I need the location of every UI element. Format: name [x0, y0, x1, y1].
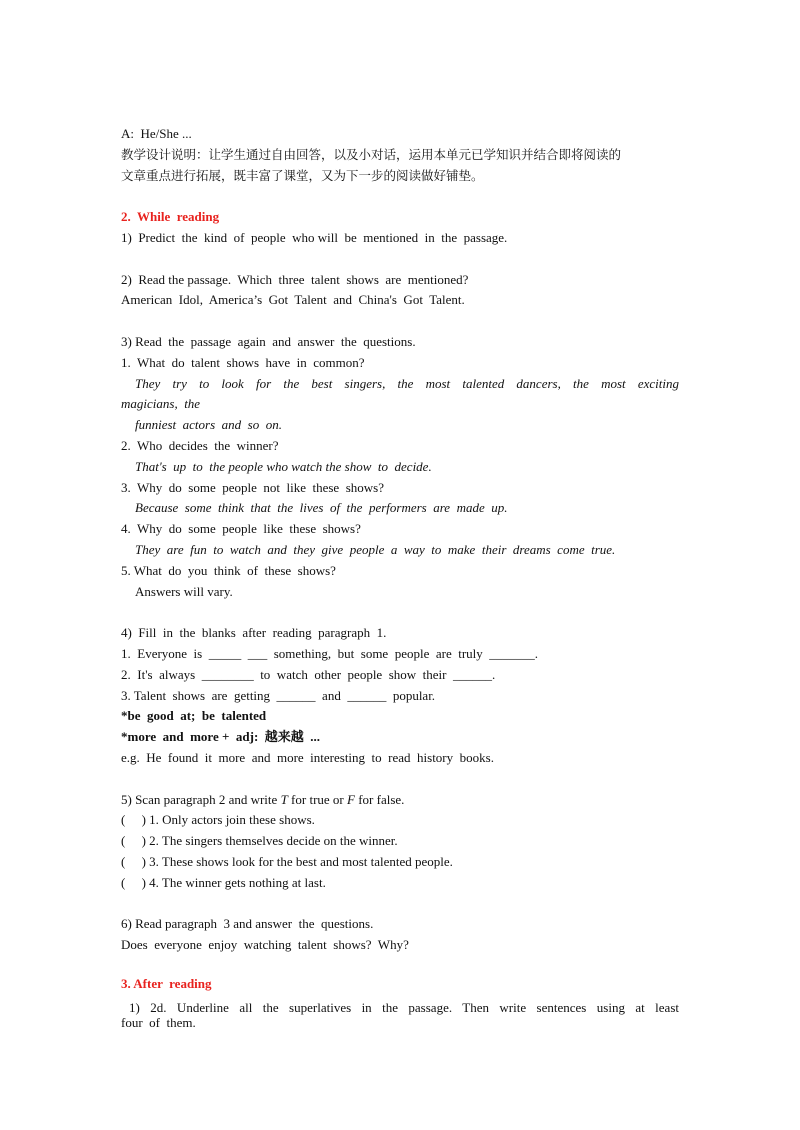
task-5-title-f: F	[347, 791, 355, 807]
task-4-title: 4) Fill in the blanks after reading paragraph 1.	[121, 625, 387, 641]
task-3-answer-1-line-1: They try to look for the best singers, the most talented dancers, the most exciting	[135, 375, 679, 391]
spacer	[121, 956, 679, 974]
document-page	[121, 124, 679, 1030]
task-5-item-1: ( ) 1. Only actors join these shows.	[121, 812, 315, 828]
task-4-note-1: *be good at; be talented	[121, 708, 267, 724]
task-5-item-3: ( ) 3. These shows look for the best and most talented people.	[121, 853, 453, 869]
task-5-item-2: ( ) 2. The singers themselves decide on the winner.	[121, 833, 398, 849]
task-4-blank-2: 2. It's always ________ to watch other people show their ______.	[121, 666, 496, 682]
task-3-question-1: 1. What do talent shows have in common?	[121, 354, 365, 370]
spacer	[121, 186, 679, 207]
task-2-question: 2) Read the passage. Which three talent shows are mentioned?	[121, 271, 469, 287]
task-4-example: e.g. He found it more and more interesting to read history books.	[121, 749, 494, 765]
task-3-question-4: 4. Why do some people like these shows?	[121, 521, 361, 537]
task-4-blank-3: 3. Talent shows are getting ______ and ______ popular.	[121, 687, 436, 703]
task-3-answer-2: That's up to the people who watch the show to decide.	[135, 458, 432, 474]
design-note-line-1: 教学设计说明：让学生通过自由回答，以及小对话，运用本单元已学知识并结合即将阅读的	[121, 146, 622, 162]
spacer	[121, 602, 679, 623]
after-reading-task-1-line-1: 1) 2d. Underline all the superlatives in the passage. Then write sentences using at least	[129, 999, 679, 1015]
task-5-title-post: for false.	[354, 791, 405, 807]
spacer	[121, 769, 679, 790]
task-3-answer-5: Answers will vary.	[135, 583, 233, 599]
task-5-title	[121, 790, 679, 811]
task-5-title-t: T	[280, 791, 288, 807]
task-5-item-4: ( ) 4. The winner gets nothing at last.	[121, 874, 326, 890]
task-2-answer: American Idol, America’s Got Talent and China's Got Talent.	[121, 292, 465, 308]
spacer	[121, 249, 679, 270]
task-6-title: 6) Read paragraph 3 and answer the questions.	[121, 916, 374, 932]
task-1-predict: 1) Predict the kind of people who will be mentioned in the passage.	[121, 229, 508, 245]
design-note-line-2: 文章重点进行拓展，既丰富了课堂，又为下一步的阅读做好铺垫。	[121, 167, 484, 183]
after-reading-task-1-line-2: four of them.	[121, 1014, 196, 1030]
task-6-question: Does everyone enjoy watching talent shows? Why?	[121, 937, 409, 953]
spacer	[121, 893, 679, 914]
section-heading-after-reading: 3. After reading	[121, 975, 212, 991]
task-5-title-pre: 5) Scan paragraph 2 and write	[121, 791, 281, 807]
section-heading-while-reading: 2. While reading	[121, 209, 220, 225]
task-5-title-mid: for true or	[287, 791, 347, 807]
task-3-answer-1-line-3: funniest actors and so on.	[135, 417, 282, 433]
task-4-note-2: *more and more + adj: 越来越 ...	[121, 729, 321, 745]
task-3-question-3: 3. Why do some people not like these shows?	[121, 479, 384, 495]
task-3-answer-4: They are fun to watch and they give people a way to make their dreams come true.	[135, 541, 616, 557]
task-4-blank-1: 1. Everyone is _____ ___ something, but some people are truly _______.	[121, 645, 539, 661]
task-3-answer-3: Because some think that the lives of the performers are made up.	[135, 500, 508, 516]
spacer	[121, 311, 679, 332]
task-3-answer-1-line-2: magicians, the	[121, 396, 201, 412]
dialog-line: A: He/She ...	[121, 126, 192, 141]
task-3-title: 3) Read the passage again and answer the questions.	[121, 333, 416, 349]
task-3-question-2: 2. Who decides the winner?	[121, 437, 279, 453]
task-3-question-5: 5. What do you think of these shows?	[121, 562, 336, 578]
